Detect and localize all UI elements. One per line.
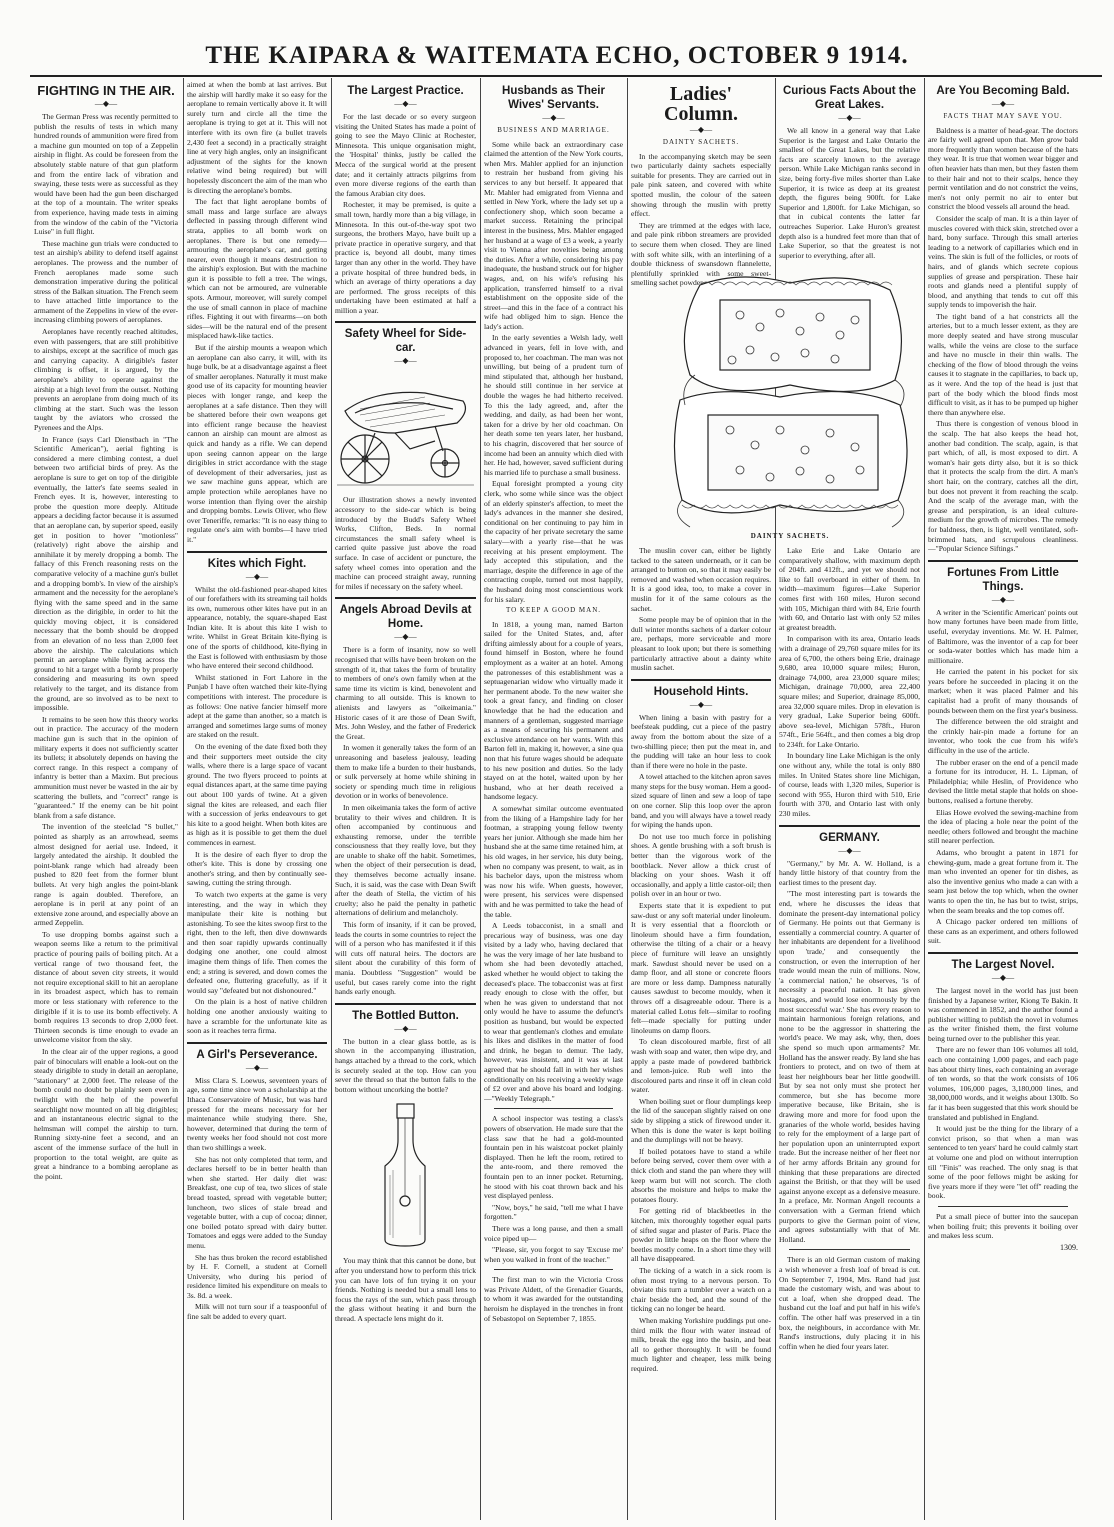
article-heading-household: Household Hints. — [653, 685, 749, 698]
paragraph: A towel attached to the kitchen apron saves many steps for the busy woman. Hem a good-sized square of linen and sew a loop of tape on one corner. Slip this loop over the apron band, and you will always have a towel ready for wiping the hands upon. — [631, 772, 771, 830]
column-divider — [924, 78, 925, 1520]
paragraph: She has thus broken the record established by H. F. Cornell, a student at Cornell University, who during his period of residence limited his expenditure on meals to 3s. 8d. a week. — [187, 1252, 327, 1300]
column-divider — [183, 78, 184, 1520]
article-subheading: TO KEEP A GOOD MAN. — [505, 606, 602, 615]
article-heading-bald: Are You Becoming Bald. — [936, 85, 1070, 97]
paragraph: There is an old German custom of making a wish whenever a fresh loaf of bread is cut. On September 7, 1904, Mrs. Rand had just made the customary wish, and was about to cut a loaf, when she dropped dead. The husband cut the loaf and put half in his wife's coffin. The other half was preserved in a tin box, the neighbours, in accordance with Mr. Rand's instructions, duly placing it in his coffin when he died four years later. — [779, 1255, 920, 1351]
printer-code: 1309. — [1060, 1242, 1078, 1252]
paragraph: To clean discoloured marble, first of all wash with soap and water, then wipe dry, and apply a paste made of powdered bathbrick and lemon-juice. Rub well into the discoloured parts and rinse it off in clean cold water. — [631, 1037, 771, 1095]
paragraph: The button in a clear glass bottle, as is shown in the accompanying illustration, hangs attached by a thread to the cork, which is securely sealed at the top. How can you sever the thread so that the button falls to the bottom without uncorking the bottle? — [335, 1036, 476, 1094]
paragraph: In the early seventies a Welsh lady, well advanced in years, fell in love with, and proposed to, her coachman. The man was not unwilling, but being of a prudent turn of mind stipulated that, although her husband, he should still continue in her service at double the wages he had hitherto received. To this the lady agreed, and, after the wedding, and daily, as had been her wont, taken for a drive by her old coachman. On her death some ten years later, her husband, to his chagrin, discovered that her source of income had been an annuity which died with her. He had, however, saved sufficient during his married life to purchase a small business. — [484, 333, 623, 477]
paragraph: When lining a basin with pastry for a beefsteak pudding, cut a piece of the pastry away from the bottom about the size of a two-shilling piece; then put the meat in, and the pudding will take an hour less to cook than if there were no hole in the paste. — [631, 712, 771, 770]
paragraph: When boiling suet or flour dumplings keep the lid of the saucepan slightly raised on one side by slipping a stick of firewood under it. When this is done the water is kept boiling and the dumplings will not be heavy. — [631, 1096, 771, 1145]
masthead-rule — [30, 75, 1102, 77]
paragraph: Experts state that it is expedient to put saw-dust or any soft material under linoleum. It is very essential that a floorcloth or linoleum should have a firm foundation, otherwise the tilting of a chair or a heavy piece of furniture will leave an unsightly mark. Sawdust should never be used on a damp floor, and all stone or concrete floors are more or less damp. Dampness naturally causes sawdust to become mouldy, when it throws off a disagreeable odour. There is a material called Lotus felt—similar to roofing felt—made specially for putting under linoleums on damp floors. — [631, 901, 771, 1035]
divider — [494, 1108, 613, 1109]
paragraph: A somewhat similar outcome eventuated from the liking of a Hampshire lady for her footman, a strapping young fellow twenty years her junior. Although she made him her husband she at the same time retained him, at his old wages, in her service, his duty being, when no company was present, to wait, as in his bachelor days, upon the mistress whom was now his wife. When guests, however, were present, his services were dispensed with and he was permitted to take the head of the table. — [484, 803, 623, 919]
paragraph: He carried the patent in his pocket for six years before he succeeded in placing it on the market; when it was placed Palmer and his capitalist had a profit of many thousands of pounds between them on the first year's business. — [928, 667, 1078, 715]
column-7 — [928, 80, 1078, 1520]
heading-ornament: —◆— — [991, 99, 1015, 108]
paragraph: The fact that light aeroplane bombs of small mass and large surface are always deflected in passing through different wind strata, applies to all bomb work on aeroplanes. There is but one remedy—armouring the aeroplane's car, and getting nearer, even though it means destruction to the airship's explosion. But with the machine gun it is possible to fell a tree. The wings, which can not be armoured, are vulnerable spots. Armour, moreover, will surely compel the use of small cannon in place of machine rifles. Fighting it out with firearms—on both sides—will be the natural end of the present misplaced hawk-like tactics. — [187, 197, 327, 341]
divider — [789, 1249, 910, 1250]
paragraph: There are no fewer than 106 volumes all told, each one containing 1,000 pages, and each page has about thirty lines, each containing an average of ten words, so that the work consists of 106 volumes, 106,000 pages, 3,180,000 lines, and 38,000,000 words, and it weighs about 130lb. So far it has been suggested that this work should be translated and published in England. — [928, 1045, 1078, 1122]
column-5-lower — [631, 546, 771, 1521]
paragraph: Baldness is a matter of head-gear. The doctors are fairly well agreed upon that. Men grow bald more frequently than women because of the hats they wear. It is true that women wear bigger and often heavier hats than men, but they fasten them to their hair and not to their scalps, hence they permit ventilation and do not constrict the veins, men's not only permit no air to enter but constrict the blood vessels all around the head. — [928, 125, 1078, 212]
paragraph: There was a long pause, and then a small voice piped up— — [484, 1223, 623, 1243]
paragraph: Consider the scalp of man. It is a thin layer of muscles covered with thick skin, stretched over a hard, bony surface. Through this small arteries leading to a network of capillaries which end in veins. The skin is full of the follicles, or roots of hairs, and of glands which secrete copious supplies of grease and perspiration. These hair roots and glands need a plentiful supply of blood, and anything that tends to cut off this supply tends to impoverish the hair. — [928, 213, 1078, 310]
paragraph: aimed at when the bomb at last arrives. But the airship will hardly make it so easy for the aeroplane to remain vertically above it. It will surely turn and circle all the time the aeroplane is trying to get at it. This will not interfere with its own fire (a bullet travels 2,430 feet a second) in a practically straight line at very high angles, only an insignificant adjustment of the sights for the known relative wind being required) but will hopelessly disconcert the aim of the man who is directing the aeroplane's bombs. — [187, 80, 327, 195]
article-heading-angels: Angels Abroad Devils at Home. — [339, 604, 472, 631]
paragraph: Adams, who brought a patent in 1871 for chewing-gum, made a great fortune from it. The man who invented an opener for tin dishes, as also the inventive genius who made a can with a seam just below the top which, when the owner wants to open the tin, he has but to twist, strips, when the seam breaks and the top comes off. — [928, 847, 1078, 915]
section-rule — [779, 825, 920, 827]
article-heading-germany: GERMANY. — [819, 831, 880, 844]
paragraph: You may think that this cannot be done, but after you understand how to perform this trick you can have lots of fun trying it on your friends. Nothing is needed but a small lens to focus the rays of the sun, which pass through the glass without heating it and burn the thread. A spectacle lens might do it. — [335, 1256, 476, 1323]
paragraph: The ticking of a watch in a sick room is often most trying to a nervous person. To obviate this turn a tumbler over a watch on a chair beside the bed, and the sound of the ticking can no longer be heard. — [631, 1265, 771, 1314]
heading-ornament: —◆— — [838, 113, 861, 122]
article-heading-fighting: FIGHTING IN THE AIR. — [37, 83, 175, 98]
heading-ornament: —◆— — [94, 99, 118, 108]
paragraph: Elias Howe evolved the sewing-machine from the idea of placing a hole near the point of the needle; others followed and brought the machine still nearer perfection. — [928, 807, 1078, 846]
section-rule — [928, 560, 1078, 562]
article-heading-fortunes: Fortunes From Little Things. — [947, 566, 1059, 593]
section-rule — [335, 1003, 476, 1005]
paragraph: In the accompanying sketch may be seen two particularly dainty sachets especially suitable for presents. They are carried out in pale pink sateen, and covered with white spotted muslin, the colour of the sateen showing through the muslin with pretty effect. — [631, 151, 771, 219]
heading-ornament: —◆— — [245, 1062, 269, 1072]
paragraph: We all know in a general way that Lake Superior is the largest and Lake Ontario the smallest of the Great Lakes, but the relative facts are scarcely known to the average person. While Lake Michigan ranks second in size, being forty-five miles shorter than Lake Superior, it is twice as deep at its greatest depth, the figures being 900ft. for Lake Superior and 1,800ft. for Lake Michigan, so that in cubical contents the latter far outreaches Superior. Lake Huron's greatest depth also is a hundred feet more than that of Lake Superior, so that the greatest is not superior to everything, after all. — [779, 126, 920, 260]
article-heading-practice: The Largest Practice. — [347, 85, 464, 97]
heading-ornament: —◆— — [542, 113, 565, 122]
paragraph: Whilst the old-fashioned pear-shaped kites of our forefathers with its streaming tail holds its own, numerous other kites have put in an appearance, notably, the square-shaped East Indian kite. It is about this kite I wish to write. Whilst in Great Britain kite-flying is one of the sports of childhood, kite-flying in the East is followed with enthusiasm by those who have entered their second childhood. — [187, 584, 327, 671]
sidecar-illustration — [335, 371, 476, 489]
paragraph: The tight band of a hat constricts all the arteries, but to a much lesser extent, as they are more deeply seated and have strong muscular walls, while the veins are close to the surface and have no muscle in their thin walls. The checking of the flow of blood through the veins causes it to stagnate in the capillaries, to back up, as it were. And the top of the head is just that part of the body which the blood finds most difficult to visit, as it has to be pumped up higher there than anywhere else. — [928, 311, 1078, 417]
paragraph: When making Yorkshire puddings put one-third milk the flour with water instead of milk, break the egg into the basin, and beat all to gether thoroughly. It will be found much lighter and cheaper, less milk being required. — [631, 1315, 771, 1373]
paragraph: Whilst stationed in Fort Lahore in the Punjab I have often watched their kite-flying competitions with interest. The procedure is as follows: One native fancier himself more adept at the game than another, so a match is arranged and sometimes large sums of money are staked on the result. — [187, 672, 327, 740]
paragraph: These machine gun trials were conducted to test an airship's ability to defend itself against aeroplanes. The prowess and the number of French aeroplanes made some such demonstration imperative during the political stress of the Balkan situation. The French seem to have attached little importance to the armament of the Zeppelins in view of the ever-increasing climbing powers of aeroplanes. — [34, 238, 178, 325]
paragraph: Thus there is congestion of venous blood in the scalp. The hat also keeps the head hot, another bad condition. The scalp, again, is that part which, of all, is most exposed to dirt. A woman's hair gets dirty also, but it is so thick that it protects the scalp from the dirt. A man's short hair, on the contrary, catches all the dirt, but does not prevent it from reaching the scalp. And the scalp of the average man, with the grease and perspiration, is an ideal culture-medium for the growth of microbes. The remedy for baldness, then, is light, well ventilated, soft-brimmed hats, and scrupulous cleanliness.—"Popular Science Siftings." — [928, 419, 1078, 554]
paragraph: "The most interesting part is towards the end, where he discusses the ideas that dominate the present-day international policy of Germany. He points out that Germany is essentially a commercial country. A quarter of her inhabitants are dependent for a livelihood upon 'trade,' and consequently the construction, or even the interruption of her trade would mean the ruin of millions. Now, 'a commercial nation,' he observes, 'is of necessity a peaceful nation. It has given hostages, and would lose enormously by the most successful war.' She has every reason to maintain harmonious foreign relations, and none to be the aggressor in shattering the world's peace. We may ask, why, then, does she spend so much upon armaments? Mr. Holland has the answer ready. By land she has frontiers to protect, and on two of them at least her neighbours bear her little goodwill. But by sea not only must she protect her commerce, but she has become more imperative because, like Britain, she is drawing more and more for food upon the granaries of the whole world, besides having to rely for the employment of a large part of her population upon an uninterrupted export trade. But the increase neither of her fleet nor of her army affords Britain any ground for thinking that these preparations are directed against the British, or that they will be used against anyone except as a defensive measure. In a preface, Mr. Norman Angell recounts a conversation with a German friend which purports to give the German point of view, and agrees substantially with that of Mr. Holland. — [779, 889, 920, 1244]
paragraph: It is the desire of each flyer to drop the other's kite. This is done by crossing one another's string, and then by continually see-sawing, cutting the string through. — [187, 849, 327, 888]
section-rule — [928, 952, 1078, 954]
paragraph: If boiled potatoes have to stand a while before being served, cover them over with a thick cloth and stand the pan where they will keep warm but will not scorch. The cloth absorbs the moisture and helps to make the potatoes floury. — [631, 1146, 771, 1204]
paragraph: A Chicago packer ordered ten millions of these cans as an experiment, and others followed suit. — [928, 917, 1078, 946]
paragraph: "Now, boys," he said, "tell me what I have forgotten." — [484, 1202, 623, 1222]
article-heading-novel: The Largest Novel. — [951, 958, 1055, 971]
paragraph: The rubber eraser on the end of a pencil made a fortune for its introducer, H. L. Lipman, of Philadelphia; while Heslin, of Providence who devised the little metal staple that holds on shoe-buttons, realised a fortune thereby. — [928, 757, 1078, 805]
section-rule — [335, 321, 476, 323]
paragraph: But if the airship mounts a weapon which an aeroplane can also carry, it will, with its huge bulk, be at a disadvantage against a fleet of smaller aeroplanes. Naturally it must make good use of its capacity for mounting heavier pieces with longer range, and keep the aeroplanes at a safe distance. Then they will be shattered before their own weapons get into efficient range because the heaviest cannon an airship can mount are almost as quick and handy as a rifle. We can depend upon seeing cannon appear on the large dirigibles in strict accordance with the stage of development of their adversaries, just as we saw machine guns appear, which are ample protection while aeroplanes have no worse intention than flying over the airship and dropping bombs. Lewis Oliver, who flew over Teneriffe, remarks: "It is no easy thing to regulate one's aim with bombs—I have tried it." — [187, 343, 327, 544]
paragraph: There is a form of insanity, now so well recognised that wills have been broken on the strength of it, that takes the form of brutality to members of one's own family when at the same time its victim is kind, benevolent and charming to all outside. This is known to alienists and lawyers as "oikeimania." Historic cases of it are those of Dean Swift, Mrs. John Wesley, and the father of Frederick the Great. — [335, 645, 476, 741]
heading-ornament: —◆— — [991, 972, 1015, 982]
divider — [938, 1206, 1068, 1207]
section-rule — [631, 679, 771, 681]
heading-ornament: —◆— — [394, 356, 417, 366]
section-rule — [187, 551, 327, 553]
paragraph: The invention of the steelclad "S bullet," pointed as sharply as an arrowhead, seems almost designed for aerial use. Indeed, it largely antedated the airship. It doubled the point-blank range which had already been pushed to 820 feet from the former blunt bullets. At very high angles the point-blank range is again doubled. Therefore, an aeroplane is in peril at any point of an extensive zone around, and especially above an armed Zeppelin. — [34, 822, 178, 928]
paragraph: The German Press was recently permitted to publish the results of tests in which many hundred rounds of ammunition were fired from a machine gun mounted on top of a Zeppelin airship in flight. As could be foreseen from the absolutely stable nature of that gun platform and from the entire lack of vibration and swaying, these tests were as successful as they would have been had the gun been discharged at the top of a mountain. The writer speaks from experience, having made tests in aiming from the window of the cabin of the "Victoria Luise" in full flight. — [34, 112, 178, 237]
section-rule — [187, 1042, 327, 1044]
article-heading-girl: A Girl's Perseverance. — [196, 1048, 318, 1061]
heading-ornament: —◆— — [394, 632, 417, 642]
heading-ornament: —◆— — [838, 845, 861, 855]
paragraph: In women it generally takes the form of an unreasoning and baseless jealousy, leading them to make life a burden to their husbands, or sulk perversely at home while shining in society or spending much time in religious devotion or in works of benevolence. — [335, 743, 476, 801]
article-heading-wheel: Safety Wheel for Side-car. — [344, 328, 467, 355]
article-subheading: BUSINESS AND MARRIAGE. — [497, 126, 610, 134]
column-3 — [335, 80, 476, 1520]
paragraph: This form of insanity, if it can be proved, leads the courts in some countries to reject the will of a person who has manifested it if this will cuts off natural heirs. The doctors are silent about the curability of this form of mania. Doubtless "Suggestion" would be useful, but cases rarely come into the right hands early enough. — [335, 920, 476, 997]
paragraph: Some people may be of opinion that in the dull winter months sachets of a darker colour are, perhaps, more serviceable and more pleasant to look upon; but there is something particularly attractive about a dainty white muslin sachet. — [631, 615, 771, 673]
paragraph: It would just be the thing for the library of a convict prison, so that when a man was sentenced to ten years' hard he could calmly start at volume one and plod on without interruption till "Finis" was reached. The only snag is that some of the poor fellows might be asking for five years more if they were "let off" reading the book. — [928, 1124, 1078, 1201]
paragraph: A Leeds tobacconist, in a small and precarious way of business, was one day visited by a lady who, having declared that he was the very image of her late husband to whom she had been devotedly attached, asked whether he would object to taking the deceased's place. The tobacconist was at first ready enough to close with the offer, but when he was given to understand that not only would he have to assume the defunct's position as husband, but would be expected to wear that gentleman's clothes and emulate his likes and dislikes in the matter of food and drink, he began to demur. The lady, however, was insistent, and it was at last agreed that he should fall in with her wishes conditionally on his receiving a weekly wage of £2 over and above his board and lodging.—"Weekly Telegraph." — [484, 921, 623, 1103]
column-6-lower — [779, 546, 920, 1521]
paragraph: In France (says Carl Dienstbach in "The Scientific American"), aerial fighting is considered a mere climbing contest, a duel between two artificial birds of prey. As the aeroplane is sure to get on top of the dirigible eventually, the latter's fate seems sealed in French eyes. It is, however, interesting to probe the question more deeply. Altitude appears a deciding factor because it is assumed that an aeroplane can, by superior speed, easily get in position to hover "motionless" (relatively) right above the airship and annihilate it by merely dropping a bomb. The fallacy of this French reasoning rests on the comparative velocity of a machine gun's bullet and a dropping bomb's. In view of the airship's armament and the necessity for the aeroplane's flying with the same speed and in the same direction as the dirigible, in order to hit the quickly moving object, it is considered necessary that the bomb should be dropped from an elevation of no less than 2,000 feet above the airship. The calculations which permit an aeroplane while flying across the ground to hit a target with a bomb by properly considering and measuring its own speed relatively to the target, and its distance from the ground, are so involved as to be next to impossible. — [34, 434, 178, 713]
paragraph: On the evening of the date fixed both they and their supporters meet outside the city walls, where there is a large space of vacant ground. The two flyers proceed to points at equal distances apart, at the same time paying out about 100 yards of twine. At a given signal the kites are released, and each flier with a succession of jerks endeavours to get his kite to a good height. When both kites are as high as it is possible to get them the duel commences in earnest. — [187, 742, 327, 847]
article-heading-lakes: Curious Facts About the Great Lakes. — [782, 85, 917, 111]
paragraph: In the clear air of the upper regions, a good pair of binoculars will enable a look-out on the steady dirigible to study in detail an aeroplane, "stationary" at 2,000 feet. The release of the bomb could no doubt be plainly seen even in twilight with the help of the powerful searchlight now mounted on all big dirigibles; and an instantaneous electric signal to the helmsman will compel the airship to turn. Running sixty-nine feet a second, and an ascent of the immense surface of the hull in proportion to the total weight, are quite as great a hindrance to a bombing aeroplane as the point. — [34, 1047, 178, 1181]
article-fighting-body — [34, 112, 178, 1181]
paragraph: Some while back an extraordinary case claimed the attention of the New York courts, when Mrs. Mahler applied for an injunction to restrain her husband from giving his services to any but herself. It appeared that Mr. Mahler had emigrated from Vienna and settled in New York, where the lady set up a confectionery shop, which soon became a market success. Retaining the principal interest in the business, Mrs. Mahler engaged her husband at a wage of £3 a week, a yearly visit to Vienna after novelties being among the duties. After a while, considering his pay inadequate, the husband struck out for higher wages, and, on his wife's refusing his application, transferred himself to a rival establishment on the opposite side of the street—and this in the face of a contract his wife had obliged him to sign. Hence the lady's action. — [484, 139, 623, 331]
article-subheading: FACTS THAT MAY SAVE YOU. — [943, 112, 1063, 120]
paragraph: "Germany," by Mr. A. W. Holland, is a handy little history of that country from the earliest times to the present day. — [779, 858, 920, 887]
paragraph: In 1818, a young man, named Barton sailed for the United States, and, after drifting aimlessly about for a couple of years, found himself in Boston, where he found employment as a waiter at an hotel. Among the patronesses of this establishment was a septuagenarian widow who virtually made it her permanent abode. To the new waiter she took a great fancy, and finding on closer knowledge that he had the education and manners of a gentleman, suggested marriage as a means of securing his permanent and exclusive attendance on her wants. With this Barton fell in, making it, however, a sine qua non that his future wages should be adequate to his new position and duties. So the lady stayed on at the hotel, waited upon by her husband, who at her death received a handsome legacy. — [484, 619, 623, 802]
divider — [494, 1269, 613, 1270]
column-2 — [187, 80, 327, 1520]
paragraph: Do not use too much force in polishing shoes. A gentle brushing with a soft brush is better than the vigorous work of the bootblack. Never allow a thick crust of blacking on your shoes. Wash it off occasionally, and apply a little castor-oil; then polish over in an hour or two. — [631, 831, 771, 899]
heading-ornament: —◆— — [689, 125, 713, 134]
paragraph: In boundary line Lake Michigan is the only one without any, while the total is only 880 miles. In United States shore line Michigan, of course, leads with 1,320 miles, Superior is second with 955, Huron third with 510, Erie fourth with 370, and Ontario last with only 230 miles. — [779, 751, 920, 819]
paragraph: Rochester, it may be premised, is quite a small town, hardly more than a big village, in Minnesota. In this out-of-the-way spot two surgeons, the brothers Mayo, have built up a private practice in operative surgery, and that practice is, beyond all doubt, many times larger than any other in the world. They have a private hospital of three hundred beds, in which an average of thirty operations a day are performed. The gross receipts of this undertaking have been estimated at half a million a year. — [335, 200, 476, 315]
column-6 — [779, 80, 920, 265]
paragraph: On the plain is a host of native children holding one another anxiously waiting to have a scramble for the unfortunate kite as soon as it reaches terra firma. — [187, 997, 327, 1036]
heading-ornament: —◆— — [394, 99, 417, 108]
paragraph: Put a small piece of butter into the saucepan when boiling fruit; this prevents it boiling over and makes less scum. — [928, 1211, 1078, 1241]
paragraph: In comparison with its area, Ontario leads with a drainage of 29,760 square miles for its area of 6,700, the others being Erie, drainage 9,680, area 10,000 square miles; Huron, drainage 74,000, area 23,000 square miles; Michigan, drainage 70,000, area 22,400 square miles; and Superior, drainage 85,000, area 32,000 square miles. Drop in elevation is very gradual, Lake Superior being 600ft. above sea-level, Michigan 578ft., Huron 574ft., Erie 564ft., and then comes a big drop to 234ft. for Lake Ontario. — [779, 634, 920, 749]
paragraph: To use dropping bombs against such a weapon seems like a return to the primitival practice of pouring pails of boiling pitch. At a vertical range of two thousand feet, the distance of about seven city streets, it would not require exceptional skill to hit an aeroplane in its broadest aspect, which has to remain more or less stationary with reference to the dirigible if it is to use its bomb effectively. A bomb requires 13 seconds to drop 2,000 feet. Thirteen seconds is time enough to evade an unwelcome visitor from the sky. — [34, 929, 178, 1045]
paragraph: The first man to win the Victoria Cross was Private Aldett, of the Grenadier Guards, to whom it was awarded for the outstanding heroism he displayed in the trenches in front of Sebastopol on September 7, 1855. — [484, 1275, 623, 1323]
paragraph: Milk will not turn sour if a teaspoonful of fine salt be added to every quart. — [187, 1302, 327, 1322]
paragraph: "Please, sir, you forgot to say 'Excuse me' when you walked in front of the teacher." — [484, 1245, 623, 1264]
article-subheading: DAINTY SACHETS. — [662, 138, 740, 146]
paragraph: For getting rid of blackbeetles in the kitchen, mix thoroughly together equal parts of sifted sugar and plaster of Paris. Place the powder in little heaps on the floor where the beetles mostly come. In a short time they will all have disappeared. — [631, 1206, 771, 1264]
heading-ornament: —◆— — [689, 699, 713, 709]
sachets-caption: DAINTY SACHETS. — [750, 532, 830, 540]
bottle-illustration — [335, 1100, 476, 1250]
paragraph: Aeroplanes have recently reached altitudes, even with passengers, that are still prohibitive to airships, except at the sacrifice of much gas and carrying capacity. A dirigible's faster climbing is offset, it is argued, by the aeroplane's ability to operate against the airship at a high level from the outset. Nothing prevents an aeroplane from doing much of its climbing at the start. Such was the lesson taught by the aviators who crossed the Pyrenees and the Alps. — [34, 327, 178, 432]
heading-ornament: —◆— — [245, 571, 269, 581]
paragraph: Equal foresight prompted a young city clerk, who some while since was the object of an elderly spinster's affection, to meet the lady's advances in the manner she desired, conditional on her continuing to pay him in the capacity of her private secretary the same salary—with a yearly rise—that he was receiving at his present employment. The lady accepted this stipulation, and the marriage, despite the difference in age of the contracting couple, turned out most happily, the husband doing most conscientious work for his salary. — [484, 479, 623, 604]
paragraph: For the last decade or so every surgeon visiting the United States has made a point of going to see the Mayo Clinic at Rochester, Minnesota. This unique organisation might, the 'Hospital' thinks, justly be called the Mecca of the surgical world at the present date; and it certainly attracts pilgrims from even more diverse regions of the earth than the famous Arabian city does. — [335, 112, 476, 198]
paragraph: The largest novel in the world has just been finished by a Japanese writer, Kiong Te Bakin. It was commenced in 1852, and the author found a publisher willing to publish the novel in volumes as the writer finished them, the first volume being turned over to the publisher this year. — [928, 985, 1078, 1043]
heading-ornament: —◆— — [394, 1023, 417, 1033]
paragraph: The muslin cover can, either be lightly tacked to the sateen underneath, or it can be arranged to button on, so that it may easily be removed and washed when occasion requires. It is a good idea, too, to make a cover in muslin for it of the same colours as the sachet. — [631, 546, 771, 613]
column-divider — [331, 78, 332, 1520]
column-divider — [627, 78, 628, 1520]
column-1 — [34, 80, 178, 1520]
sachets-illustration — [660, 265, 920, 535]
paragraph: A writer in the 'Scientific American' points out how many fortunes have been made from little, useful, everyday inventions. Mr. W. H. Palmer, of Baltimore, was the inventor of a cap for beer or soda-water bottles which has made him a millionaire. — [928, 607, 1078, 665]
paragraph: A school inspector was testing a class's powers of observation. He made sure that the class saw that he had a gold-mounted fountain pen in his waistcoat pocket plainly displayed. Then he left the room, retired to the ante-room, and there removed the fountain pen to an inner pocket. Returning, he stood with his coat thrown back and his vest displayed penless. — [484, 1114, 623, 1201]
paragraph: They are trimmed at the edges with lace, and pale pink ribbon streamers are provided to secure them when closed. They are lined with soft white silk, with an interlining of a double thickness of swansdown flannelette, plentifully sprinkled with some sweet-smelling sachet powder. — [631, 220, 771, 288]
masthead-title: THE KAIPARA & WAITEMATA ECHO, OCTOBER 9 1914. — [205, 42, 909, 69]
paragraph: It remains to be seen how this theory works out in practice. The accuracy of the modern machine gun is such that in the opinion of military experts it does not sufficiently scatter its bullets; it absolutely depends on having the correct range. In this respect a company of infantry is better than a Maxim. But precious ammunition must never be wasted in the air by scattering the bullets, and "correct" range is "guaranteed." If the enemy can be hit point blank from a safe distance. — [34, 714, 178, 820]
paragraph: To watch two experts at the game is very interesting, and the way in which they manipulate their kite is nothing but astonishing. To see the kites swoop first to the right, then to the left, then dive downwards and then soar rapidly upwards continually dodging one another, one could almost imagine them things of life. Then comes the end; a string is severed, and down comes the defeated one, fluttering gracefully, as if it would say "defeated but not dishonoured." — [187, 889, 327, 995]
column-4 — [484, 80, 623, 1520]
article-heading-kites: Kites which Fight. — [207, 557, 307, 570]
paragraph: The difference between the old straight and the crinkly hair-pin made a fortune for an inventor, who took the cue from his wife's difficulty in the use of the article. — [928, 717, 1078, 756]
article-heading-husbands: Husbands as Their Wives' Servants. — [502, 85, 605, 111]
heading-ornament: —◆— — [991, 594, 1015, 604]
article-heading-ladies: Ladies' Column. — [664, 83, 738, 125]
column-divider — [480, 78, 481, 1520]
paragraph: In men oikeimania takes the form of active brutality to their wives and children. It is often accompanied by continuous and exhausting remorse, under the terrible consciousness that they really love, but they are unable to shake off the habit. Sometimes, when the object of their persecution is dead, they themselves become actually insane. Such, it is said, was the case with Dean Swift after the death of Stella, the victim of his cruelty; also he paid the penalty in pathetic alternations of delirium and melancholy. — [335, 802, 476, 918]
paragraph: Lake Erie and Lake Ontario are comparatively shallow, with maximum depth of 204ft. and 412ft., and yet we should not like to fall overboard in either of them. In width—maximum figures—Lake Superior comes first with 160 miles, Huron second with 105, Michigan third with 84, Erie fourth with 60, and Ontario last with only 52 miles at greatest breadth. — [779, 546, 920, 632]
paragraph: Our illustration shows a newly invented accessory to the side-car which is being introduced by the Budd's Safety Wheel Works, Clifton, Beds. In normal circumstances the small safety wheel is carried quite passive just above the road surface. In case of accident or puncture, the safety wheel comes into operation and the machine can proceed straight away, running for miles if necessary on the safety wheel. — [335, 495, 476, 591]
article-heading-button: The Bottled Button. — [352, 1009, 459, 1022]
section-rule — [335, 597, 476, 599]
paragraph: Miss Clara S. Loewus, seventeen years of age, some time since won a scholarship at the Ithaca Conservatoire of Music, but was hard pressed for the means necessary for her maintenance while studying there. She, however, determined that during the term of twenty weeks her food should not cost more than two shillings a week. — [187, 1075, 327, 1152]
paragraph: She has not only completed that term, and declares herself to be in better health than when she started. Her daily diet was: Breakfast, one cup of tea, two slices of stale bread toasted, spread with vegetable butter; luncheon, two slices of stale bread and vegetable butter, with a cup of cocoa; dinner, one boiled potato spread with dairy butter. Tomatoes and eggs were added to the Sunday menu. — [187, 1154, 327, 1250]
